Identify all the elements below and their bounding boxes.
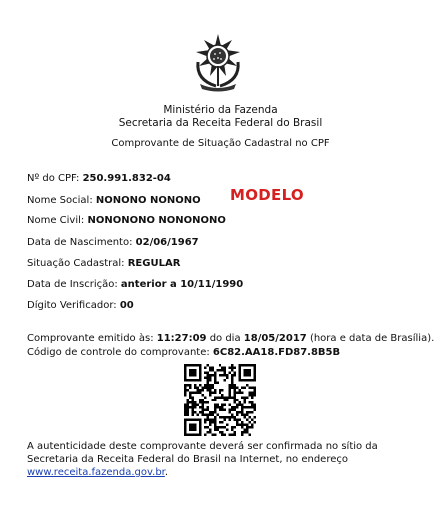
issued-time: 11:27:09 (156, 333, 207, 344)
cpf-label: Nº do CPF: (27, 173, 80, 184)
civil-name-label: Nome Civil: (27, 215, 85, 226)
social-name-value: NONONO NONONO (95, 195, 201, 206)
registration-date-label: Data de Inscrição: (27, 279, 118, 290)
birth-date-value: 02/06/1967 (135, 237, 199, 248)
issued-middle: do dia (209, 333, 241, 344)
civil-name-value: NONONONO NONONONO (87, 215, 226, 226)
birth-date-label: Data de Nascimento: (27, 237, 133, 248)
qr-code-icon (184, 364, 256, 436)
brazil-coat-of-arms-icon (190, 32, 246, 92)
registration-date-field (27, 278, 243, 291)
registration-date-value: anterior a 10/11/1990 (120, 279, 244, 290)
control-code-line (27, 346, 340, 359)
ministry-name: Ministério da Fazenda (163, 104, 278, 116)
authenticity-end: . (164, 467, 169, 478)
authenticity-text: A autenticidade deste comprovante deverá ser confirmada no sítio da Secretaria da Receita Federal do Brasil na Internet, no endereço (27, 441, 378, 465)
status-field (27, 257, 180, 270)
secretariat-name: Secretaria da Receita Federal do Brasil (118, 117, 323, 129)
status-label: Situação Cadastral: (27, 258, 125, 269)
modelo-watermark: MODELO (230, 186, 304, 204)
document-title: Comprovante de Situação Cadastral no CPF (111, 138, 330, 149)
civil-name-field (27, 214, 226, 227)
authenticity-notice (27, 440, 427, 479)
cpf-value: 250.991.832-04 (82, 173, 171, 184)
issued-label: Comprovante emitido às: (27, 333, 154, 344)
check-digit-value: 00 (119, 300, 134, 311)
issued-suffix: (hora e data de Brasília). (309, 333, 435, 344)
control-code-label: Código de controle do comprovante: (27, 347, 210, 358)
birth-date-field (27, 236, 199, 249)
check-digit-label: Dígito Verificador: (27, 300, 117, 311)
control-code-value: 6C82.AA18.FD87.8B5B (212, 347, 341, 358)
social-name-label: Nome Social: (27, 195, 93, 206)
status-value: REGULAR (127, 258, 181, 269)
cpf-field (27, 172, 171, 185)
social-name-field (27, 194, 201, 207)
issued-line (27, 332, 434, 345)
receita-website-link[interactable]: www.receita.fazenda.gov.br (27, 467, 165, 478)
issued-date: 18/05/2017 (243, 333, 307, 344)
check-digit-field (27, 299, 134, 312)
